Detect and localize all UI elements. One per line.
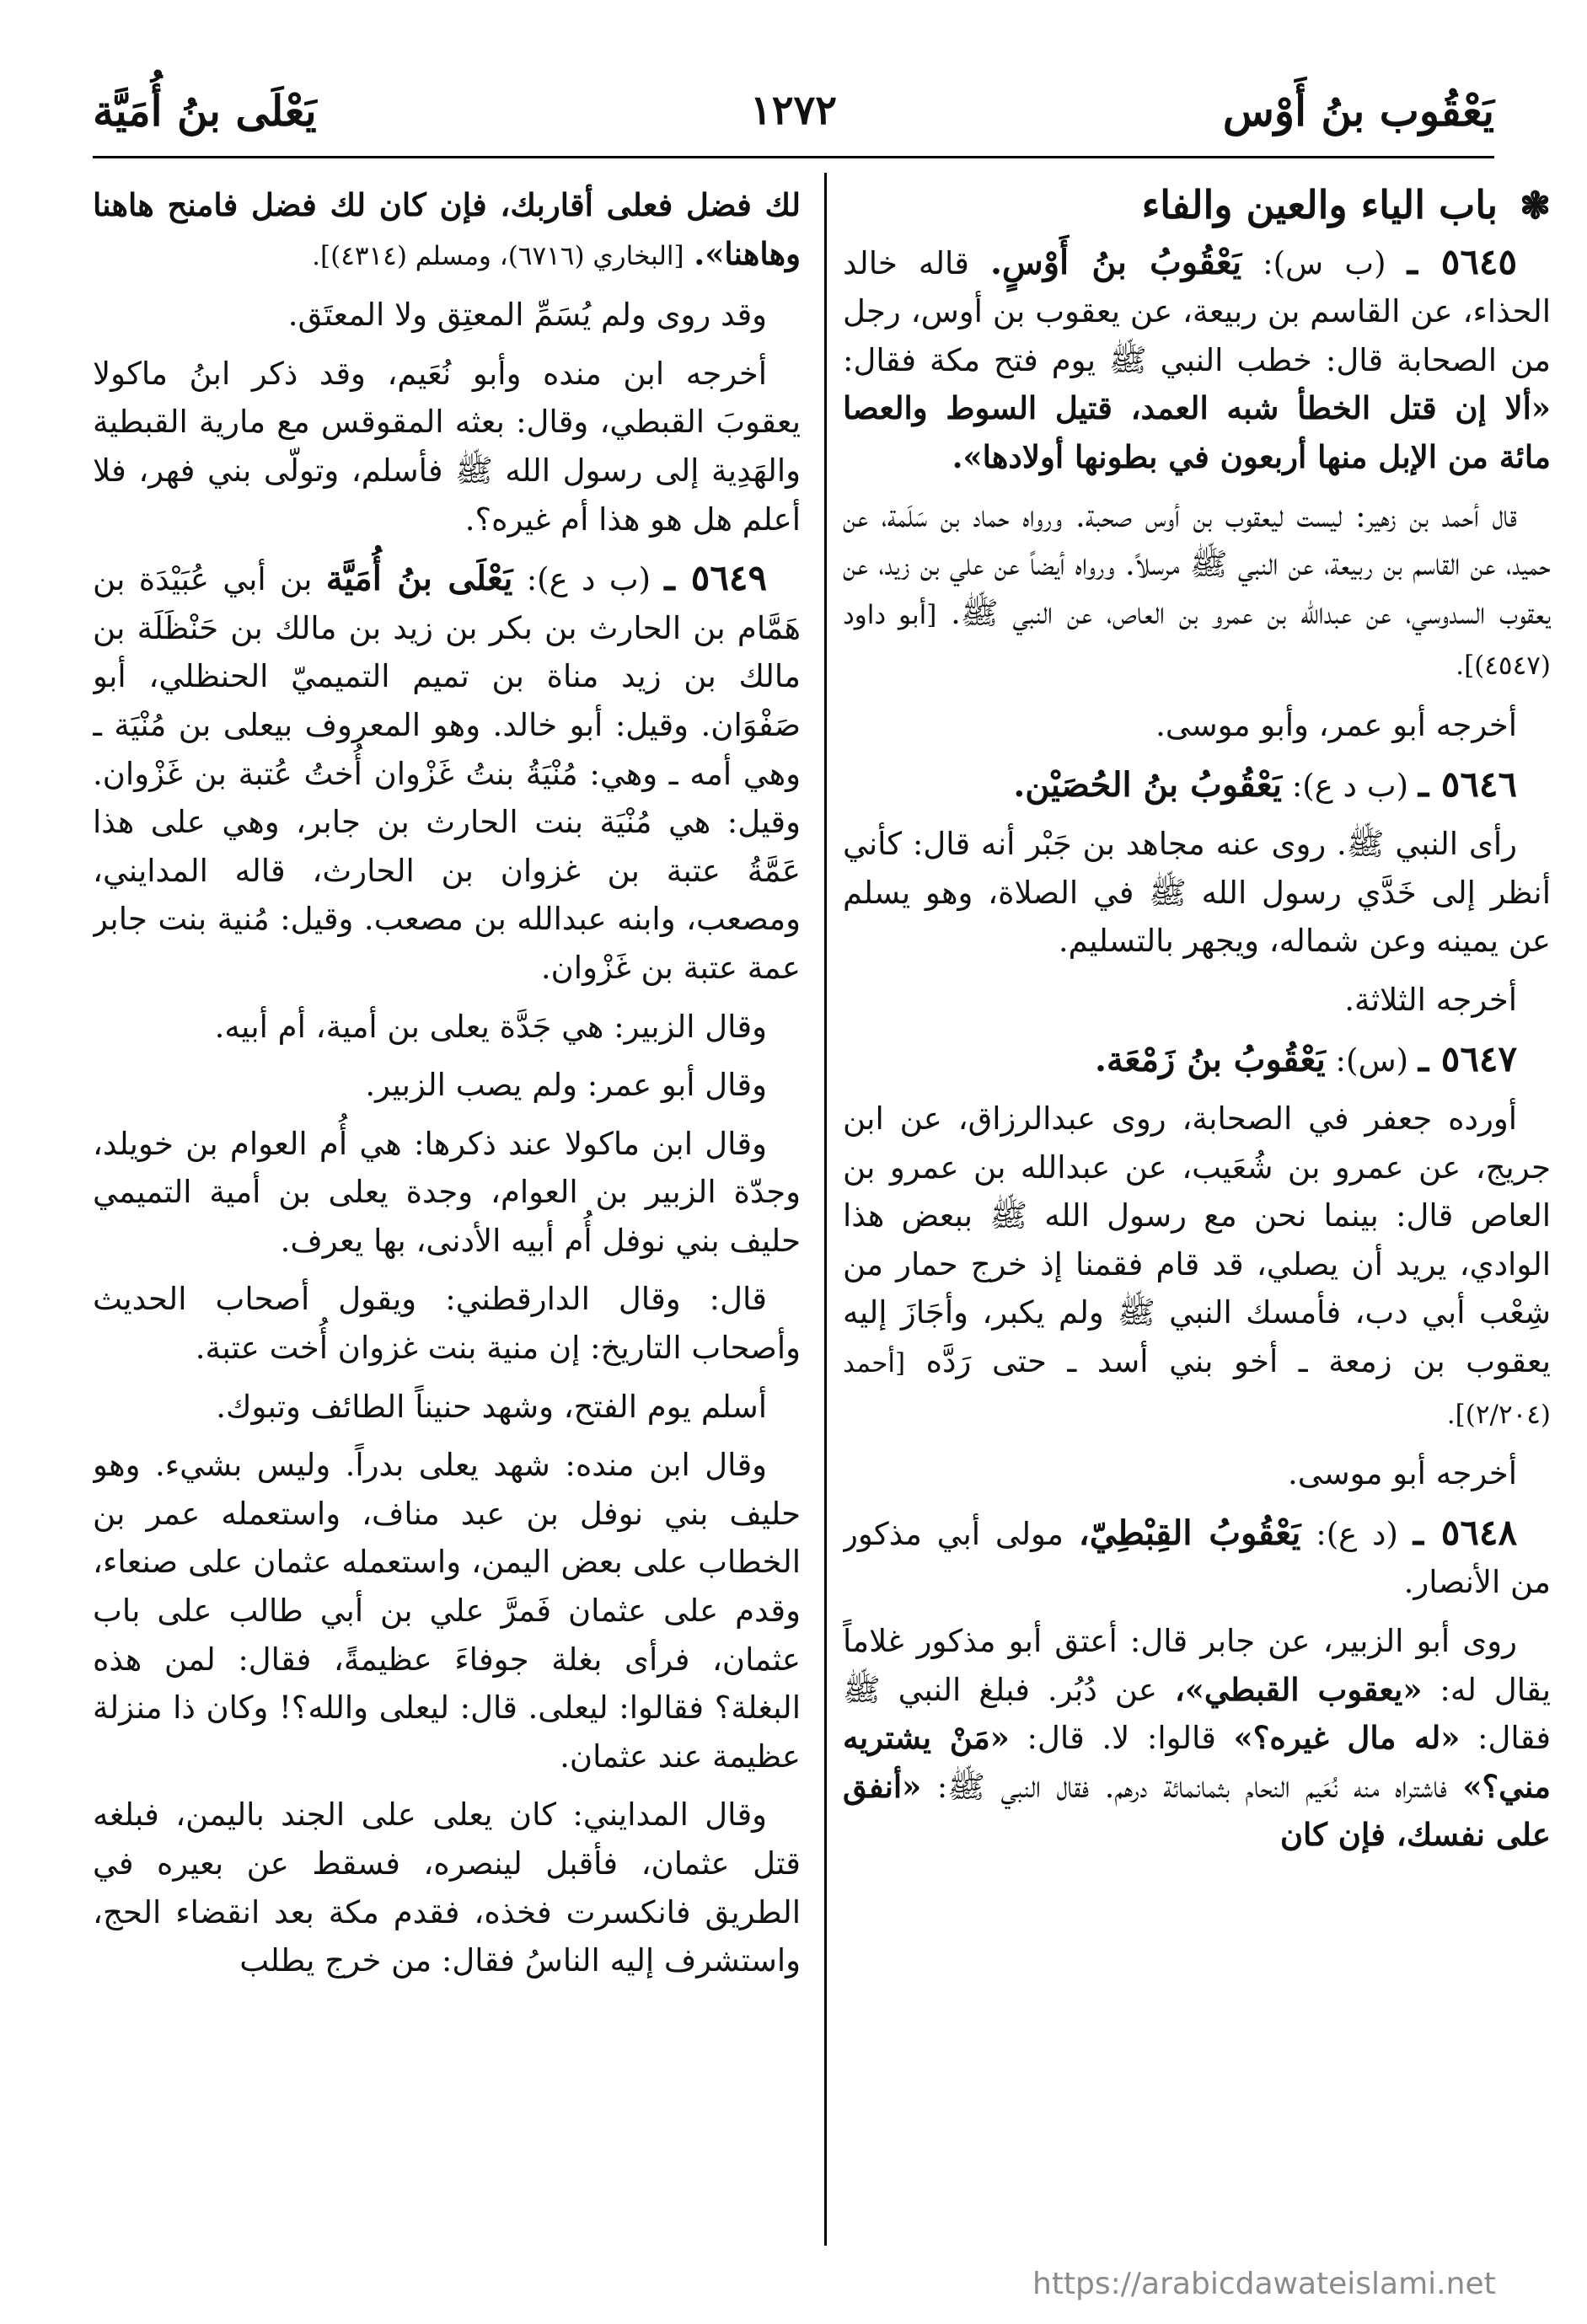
- paragraph-akhraja-1: أخرجه أبو عمر، وأبو موسى.: [1155, 706, 1517, 743]
- entry-5646-text: رأى النبي ﷺ. روى عنه مجاهد بن جَبْر أنه قال: كأني أنظر إلى خَدَّي رسول الله ﷺ في الصلاة، وهو يسلم عن يمينه وعن شماله، ويجهر بالتسليم.: [843, 826, 1551, 960]
- entry-sigla: (ب د ع):: [1291, 767, 1409, 804]
- quote-bold: «له مال غيره؟»: [1233, 1719, 1461, 1757]
- entry-sigla: (د ع):: [1316, 1515, 1398, 1552]
- paragraph-rawa: [843, 1617, 1551, 1860]
- entry-name: يَعْقُوبُ القِبْطِيّ،: [1078, 1513, 1301, 1553]
- entry-name: يَعْقُوبُ بنُ زَمْعَة.: [1094, 1039, 1326, 1079]
- entry-number: ٥٦٤٩ ـ: [664, 557, 768, 599]
- paragraph-daraqutni: قال: وقال الدارقطني: ويقول أصحاب الحديث وأصحاب التاريخ: إن منية بنت غزوان أُخت عتبة.: [93, 1281, 801, 1367]
- reference: [أحمد (٢/٢٠٤)].: [843, 1348, 1551, 1430]
- page-number: ١٢٧٢: [749, 87, 838, 134]
- entry-name: يَعْقُوبُ بنُ الحُصَيْن.: [1013, 764, 1283, 805]
- entry-text: مولى أبي مذكور من الأنصار.: [843, 1515, 1551, 1601]
- entry-text: بن أبي عُبَيْدَة بن هَمَّام بن الحارث بن بكر بن زيد بن مالك بن حَنْظَلَة بن مالك بن زيد مناة بن تميم التميميّ الحنظلي، أبو صَفْوَان. وقيل: أبو خالد. وهو المعروف بيعلى بن مُنْيَة ـ وهي أمه ـ وهي: مُنْيَةُ بنتُ غَزْوان أُختُ عُتبة بن غَزْوان. وقيل: هي مُنْيَة بنت الحارث بن جابر، وهي على هذا عَمَّةُ عتبة بن غزوان بن الحارث، قاله المدايني، ومصعب، وابنه عبدالله بن مصعب. وقيل: مُنية بنت جابر عمة عتبة بن غَزْوان.: [93, 561, 801, 986]
- entry-number: ٥٦٤٦ ـ: [1418, 763, 1517, 805]
- paragraph-akhraja-ibn: أخرجه ابن منده وأبو نُعَيم، وقد ذكر ابنُ ماكولا يعقوبَ القبطي، وقال: بعثه المقوقس مع مارية القبطية والهَدِية إلى رسول الله ﷺ فأسلم، وتولّى بني فهر، فلا أعلم هل هو هذا أم غيره؟.: [93, 355, 801, 538]
- entry-5649: [93, 554, 801, 992]
- entry-sigla: (س):: [1335, 1042, 1409, 1079]
- paragraph-text: عن دُبُر. فبلغ النبي ﷺ فقال:: [843, 1671, 1551, 1757]
- quote-bold: «أنفق على نفسك، فإن كان: [843, 1767, 1551, 1854]
- entry-sigla: (ب س):: [1263, 244, 1386, 281]
- entry-5648: [843, 1508, 1551, 1607]
- paragraph-abu-umar: وقال أبو عمر: ولم يصب الزبير.: [365, 1067, 767, 1104]
- paragraph-text: أورده جعفر في الصحابة، روى عبدالرزاق، عن ابن جريج، عن عمرو بن شُعَيب، عن عبدالله بن عمرو بن العاص قال: بينما نحن مع رسول الله ﷺ ببعض هذا الوادي، يريد أن يصلي، قد قام فقمنا إذ خرج حمار من شِعْب أبي دب، فأمسك النبي ﷺ ولم يكبر، وأجَازَ إليه يعقوب بن زمعة ـ أخو بني أسد ـ حتى رَدَّه: [843, 1100, 1551, 1380]
- header-left-title: يَعْلَى بنُ أُمَيَّة: [93, 85, 317, 136]
- paragraph-madaini: وقال المدايني: كان يعلى على الجند باليمن، فبلغه قتل عثمان، فأقبل لينصره، فسقط عن بعيره في الطريق فانكسرت فخذه، فقدم مكة بعد انقضاء الحج، واستشرف إليه الناسُ فقال: من خرج يطلب: [93, 1797, 801, 1979]
- hadith-text: «ألا إن قتل الخطأ شبه العمد، قتيل السوط والعصا مائة من الإبل منها أربعون في بطونها أولادها».: [843, 389, 1551, 475]
- quote-bold: لك فضل فعلى أقاربك، فإن كان لك فضل فامنح هاهنا وهاهنا».: [93, 186, 801, 272]
- entry-name: يَعْقُوبُ بنُ أَوْسٍ.: [989, 242, 1242, 282]
- column-divider: [824, 173, 827, 2246]
- asterisk-ornament-icon: ❃: [1520, 185, 1551, 228]
- entry-number: ٥٦٤٥ ـ: [1407, 240, 1517, 282]
- reference: [البخاري (٦٧١٦)، ومسلم (٤٣١٤)].: [312, 240, 684, 271]
- entry-text: قاله خالد الحذاء، عن القاسم بن ربيعة، عن يعقوب بن أوس، رجل من الصحابة قال: خطب النبي ﷺ يوم فتح مكة فقال:: [843, 244, 1551, 378]
- paragraph-continuation: [93, 181, 801, 281]
- quote-bold: «يعقوب القبطي»،: [1174, 1670, 1423, 1708]
- quote-bold: «مَنْ يشتريه مني؟»: [843, 1719, 1551, 1805]
- paragraph-text: روى أبو الزبير، عن جابر قال: أعتق أبو مذكور غلاماً يقال له:: [843, 1623, 1551, 1708]
- entry-name: يَعْلَى بنُ أُمَيَّة: [325, 559, 513, 599]
- entry-sigla: (ب د ع):: [526, 561, 651, 598]
- entry-5646: [843, 760, 1551, 811]
- chapter-title: باب الياء والعين والفاء: [1141, 182, 1499, 228]
- left-column: [93, 181, 801, 2246]
- paragraph-akhraja-2: أخرجه الثلاثة.: [1344, 981, 1517, 1018]
- watermark-url: https://arabicdawateislami.net: [1032, 2267, 1496, 2301]
- paragraph-zubayr: وقال الزبير: هي جَدَّة يعلى بن أمية، أم أبيه.: [214, 1008, 767, 1045]
- running-header: [93, 80, 1494, 141]
- entry-5647: [843, 1035, 1551, 1085]
- entry-5645: [843, 238, 1551, 482]
- paragraph-awrada: [843, 1095, 1551, 1439]
- entry-number: ٥٦٤٨ ـ: [1413, 1511, 1518, 1553]
- paragraph-makula: وقال ابن ماكولا عند ذكرها: هي أُم العوام بن خويلد، وجدّة الزبير بن العوام، وجدة يعلى بن أمية التميمي حليف بني نوفل أُم أبيه الأدنى، بها يعرف.: [93, 1125, 801, 1259]
- chapter-heading: [843, 181, 1551, 231]
- paragraph-text: فاشتراه منه نُعَيم النحام بثمانمائة درهم. فقال النبي ﷺ:: [936, 1768, 1447, 1805]
- right-column: [843, 181, 1551, 2246]
- reference: [أبو داود (٤٥٤٧)].: [843, 599, 1551, 682]
- paragraph-akhraja-3: أخرجه أبو موسى.: [1287, 1455, 1517, 1492]
- paragraph-wa-qad: وقد روى ولم يُسَمِّ المعتِق ولا المعتَق.: [287, 297, 767, 334]
- paragraph-text: قال أحمد بن زهير: ليست ليعقوب بن أوس صحبة. ورواه حماد بن سَلَمة، عن حميد، عن القاسم بن ربيعة، عن النبي ﷺ مرسلاً. ورواه أيضاً عن علي بن زيد، عن يعقوب السدوسي، عن عبدالله بن عمرو بن العاص، عن النبي ﷺ.: [843, 497, 1551, 631]
- paragraph-ibn-manda: وقال ابن منده: شهد يعلى بدراً. وليس بشيء. وهو حليف بني نوفل بن عبد مناف، واستعمله عمر بن الخطاب على بعض اليمن، واستعمله عثمان على صنعاء، وقدم على عثمان فَمرَّ علي بن أبي طالب على باب عثمان، فرأى بغلة جوفاءَ عظيمةً، فقال: لمن هذه البغلة؟ فقالوا: ليعلى. قال: ليعلى والله؟! وكان ذا منزلة عظيمة عند عثمان.: [93, 1447, 801, 1775]
- entry-number: ٥٦٤٧ ـ: [1418, 1037, 1517, 1079]
- paragraph-ahmad: [843, 492, 1551, 691]
- paragraph-aslama: أسلم يوم الفتح، وشهد حنيناً الطائف وتبوك.: [216, 1388, 767, 1425]
- header-right-title: يَعْقُوب بنُ أَوْس: [1222, 85, 1494, 136]
- paragraph-text: قالوا: لا. قال:: [1027, 1720, 1216, 1757]
- header-rule: [93, 156, 1494, 158]
